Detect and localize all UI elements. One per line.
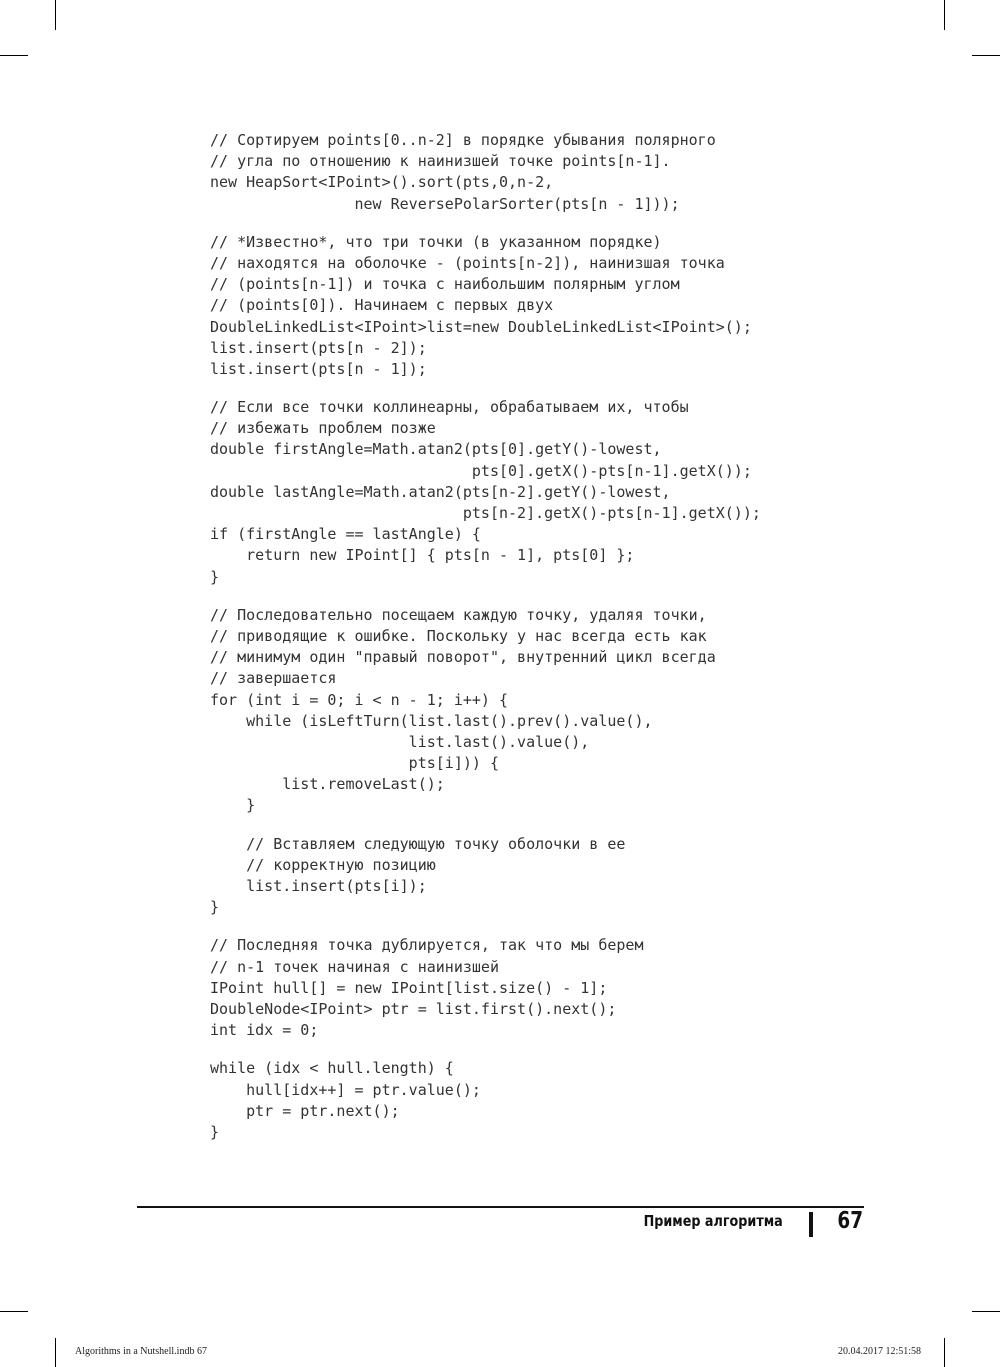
code-line: // *Известно*, что три точки (в указанном порядке): [210, 232, 662, 251]
code-line: while (isLeftTurn(list.last().prev().value(),: [210, 711, 653, 730]
code-line: // корректную позицию: [210, 855, 436, 874]
code-block: [210, 397, 761, 588]
code-line: // завершается: [210, 669, 337, 688]
code-line: // находятся на оболочке - (points[n-2]), наинизшая точка: [210, 253, 725, 272]
code-line: new HeapSort<IPoint>().sort(pts,0,n-2,: [210, 173, 554, 192]
code-line: for (int i = 0; i < n - 1; i++) {: [210, 690, 509, 709]
code-block: [210, 232, 761, 380]
code-line: pts[n-2].getX()-pts[n-1].getX());: [210, 504, 761, 522]
code-line: // минимум один "правый поворот", внутренний цикл всегда: [210, 648, 716, 667]
page-number: 67: [837, 1208, 863, 1234]
code-line: // Сортируем points[0..n-2] в порядке убывания полярного: [210, 131, 716, 149]
code-line: double firstAngle=Math.atan2(pts[0].getY()-lowest,: [210, 440, 662, 459]
code-line: // угла по отношению к наинизшей точке points[n-1].: [210, 152, 671, 171]
code-line: DoubleNode<IPoint> ptr = list.first().next();: [210, 999, 617, 1018]
code-line: // Последовательно посещаем каждую точку, удаляя точки,: [210, 605, 707, 624]
code-block: [210, 1058, 761, 1143]
code-line: // приводящие к ошибке. Поскольку у нас всегда есть как: [210, 626, 707, 645]
code-listing: [210, 130, 761, 1143]
code-line: // Если все точки коллинеарны, обрабатываем их, чтобы: [210, 398, 689, 417]
code-line: pts[0].getX()-pts[n-1].getX());: [210, 461, 752, 480]
code-line: // избежать проблем позже: [210, 419, 436, 438]
crop-mark: [0, 1311, 28, 1312]
code-line: IPoint hull[] = new IPoint[list.size() - 1];: [210, 978, 608, 997]
code-line: if (firstAngle == lastAngle) {: [210, 525, 481, 544]
crop-mark: [55, 0, 56, 30]
code-line: return new IPoint[] { pts[n - 1], pts[0] };: [210, 546, 635, 565]
crop-mark: [55, 1338, 56, 1367]
code-line: // (points[n-1]) и точка с наибольшим полярным углом: [210, 275, 680, 294]
code-line: ptr = ptr.next();: [210, 1101, 400, 1120]
crop-mark: [0, 55, 28, 56]
crop-mark: [972, 55, 1000, 56]
code-line: }: [210, 567, 220, 586]
code-line: }: [210, 898, 220, 917]
footer-divider: [809, 1212, 813, 1237]
code-block: [210, 935, 761, 1041]
code-block: [210, 605, 761, 817]
code-line: double lastAngle=Math.atan2(pts[n-2].getY()-lowest,: [210, 482, 671, 501]
code-line: // (points[0]). Начинаем с первых двух: [210, 296, 554, 315]
print-slug-datetime: 20.04.2017 12:51:58: [837, 1346, 921, 1357]
code-line: list.insert(pts[n - 1]);: [210, 359, 427, 378]
code-line: pts[i])) {: [210, 754, 499, 773]
code-block: [210, 130, 761, 215]
crop-mark: [944, 1338, 945, 1367]
code-line: list.insert(pts[n - 2]);: [210, 338, 427, 357]
code-line: // Последняя точка дублируется, так что мы берем: [210, 936, 644, 955]
code-line: list.removeLast();: [210, 775, 445, 794]
code-block: [210, 834, 761, 919]
code-line: hull[idx++] = ptr.value();: [210, 1080, 481, 1099]
code-line: list.insert(pts[i]);: [210, 877, 427, 895]
code-line: list.last().value(),: [210, 732, 590, 751]
code-line: }: [210, 796, 256, 815]
print-slug-file: Algorithms in a Nutshell.indb 67: [75, 1346, 207, 1357]
code-line: new ReversePolarSorter(pts[n - 1]));: [210, 194, 680, 213]
crop-mark: [972, 1311, 1000, 1312]
code-line: }: [210, 1122, 220, 1141]
crop-mark: [944, 0, 945, 30]
code-line: while (idx < hull.length) {: [210, 1059, 454, 1078]
footer-section-title: Пример алгоритма: [643, 1212, 783, 1230]
code-line: int idx = 0;: [210, 1021, 319, 1040]
code-line: DoubleLinkedList<IPoint>list=new DoubleLinkedList<IPoint>();: [210, 317, 752, 336]
footer-rule: [137, 1206, 864, 1208]
code-line: // Вставляем следующую точку оболочки в ее: [210, 834, 626, 853]
code-line: // n-1 точек начиная с наинизшей: [210, 957, 499, 976]
